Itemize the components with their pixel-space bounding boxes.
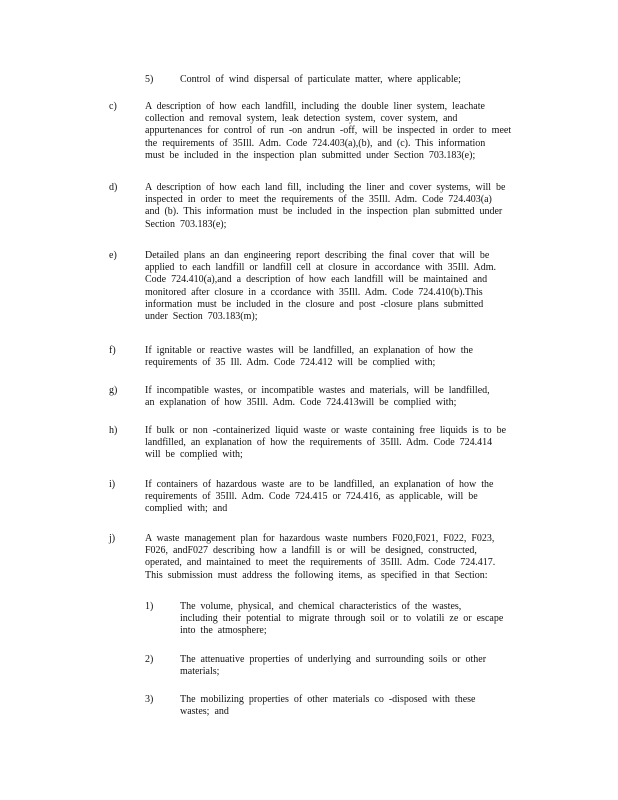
item-label: e) — [109, 250, 117, 261]
item-label: i) — [109, 479, 116, 490]
text-line: monitored after closure in a ccordance with 35Ill. Adm. Code 724.410(b).This — [145, 286, 483, 298]
item-text — [180, 601, 503, 638]
item-text — [145, 250, 496, 323]
item-label: 5) — [145, 74, 154, 85]
item-label: 2) — [145, 654, 154, 665]
text-line: must be included in the inspection plan submitted under Section 703.183(e); — [145, 149, 476, 161]
item-text — [145, 345, 473, 369]
text-line: and (b). This information must be included in the inspection plan submitted under — [145, 206, 503, 218]
text-line: information must be included in the closure and post -closure plans submitted — [145, 298, 484, 310]
text-line: The attenuative properties of underlying and surrounding soils or other — [180, 654, 487, 665]
text-line: Control of wind dispersal of particulate matter, where applicable; — [180, 74, 461, 85]
text-line: A waste management plan for hazardous waste numbers F020,F021, F022, F023, — [145, 533, 495, 544]
item-label: c) — [109, 101, 117, 112]
text-line: landfilled, an explanation of how the requirements of 35Ill. Adm. Code 724.414 — [145, 437, 493, 449]
text-line: The mobilizing properties of other materials co -disposed with these — [180, 694, 476, 705]
item-text — [145, 385, 490, 409]
item-label: 3) — [145, 694, 154, 705]
text-line: Detailed plans an dan engineering report describing the final cover that will be — [145, 250, 490, 261]
item-text — [145, 425, 506, 462]
item-text — [180, 654, 486, 678]
text-line: If bulk or non -containerized liquid waste or waste containing free liquids is to be — [145, 425, 507, 436]
text-line: F026, andF027 describing how a landfill is or will be designed, constructed, — [145, 545, 477, 557]
text-line: If ignitable or reactive wastes will be landfilled, an explanation of how the — [145, 345, 473, 356]
item-label: d) — [109, 182, 118, 193]
text-line: If containers of hazardous waste are to be landfilled, an explanation of how the — [145, 479, 494, 490]
item-text — [180, 74, 461, 86]
text-line: materials; — [180, 666, 220, 678]
item-text — [145, 479, 494, 516]
item-text — [145, 182, 505, 231]
text-line: applied to each landfill or landfill cell at closure in accordance with 35Ill. Adm. — [145, 262, 497, 274]
item-label: h) — [109, 425, 118, 436]
text-line: will be complied with; — [145, 449, 243, 461]
item-text — [145, 101, 511, 162]
text-line: collection and removal system, leak detection system, cover system, and — [145, 113, 458, 125]
text-line: If incompatible wastes, or incompatible wastes and materials, will be landfilled, — [145, 385, 490, 396]
text-line: complied with; and — [145, 503, 228, 515]
text-line: The volume, physical, and chemical characteristics of the wastes, — [180, 601, 462, 612]
text-line: operated, and maintained to meet the requirements of 35Ill. Adm. Code 724.417. — [145, 557, 496, 569]
text-line: into the atmosphere; — [180, 625, 267, 637]
text-line: A description of how each land fill, including the liner and cover systems, will be — [145, 182, 506, 193]
item-text — [145, 533, 495, 582]
item-label: 1) — [145, 601, 154, 612]
text-line: Code 724.410(a),and a description of how each landfill will be maintained and — [145, 274, 488, 286]
text-line: A description of how each landfill, including the double liner system, leachate — [145, 101, 485, 112]
item-text — [180, 694, 475, 718]
item-label: j) — [109, 533, 116, 544]
text-line: This submission must address the following items, as specified in that Section: — [145, 569, 488, 581]
text-line: inspected in order to meet the requirements of the 35Ill. Adm. Code 724.403(a) — [145, 194, 492, 206]
text-line: under Section 703.183(m); — [145, 311, 258, 323]
item-label: g) — [109, 385, 118, 396]
text-line: appurtenances for control of run -on andrun -off, will be inspected in order to meet — [145, 125, 512, 137]
text-line: the requirements of 35Ill. Adm. Code 724.403(a),(b), and (c). This information — [145, 137, 486, 149]
text-line: including their potential to migrate through soil or to volatili ze or escape — [180, 613, 504, 625]
text-line: Section 703.183(e); — [145, 218, 227, 230]
item-label: f) — [109, 345, 116, 356]
text-line: requirements of 35 Ill. Adm. Code 724.412 will be complied with; — [145, 357, 436, 369]
text-line: an explanation of how 35Ill. Adm. Code 724.413will be complied with; — [145, 397, 457, 409]
text-line: requirements of 35Ill. Adm. Code 724.415 or 724.416, as applicable, will be — [145, 491, 478, 503]
text-line: wastes; and — [180, 706, 229, 718]
